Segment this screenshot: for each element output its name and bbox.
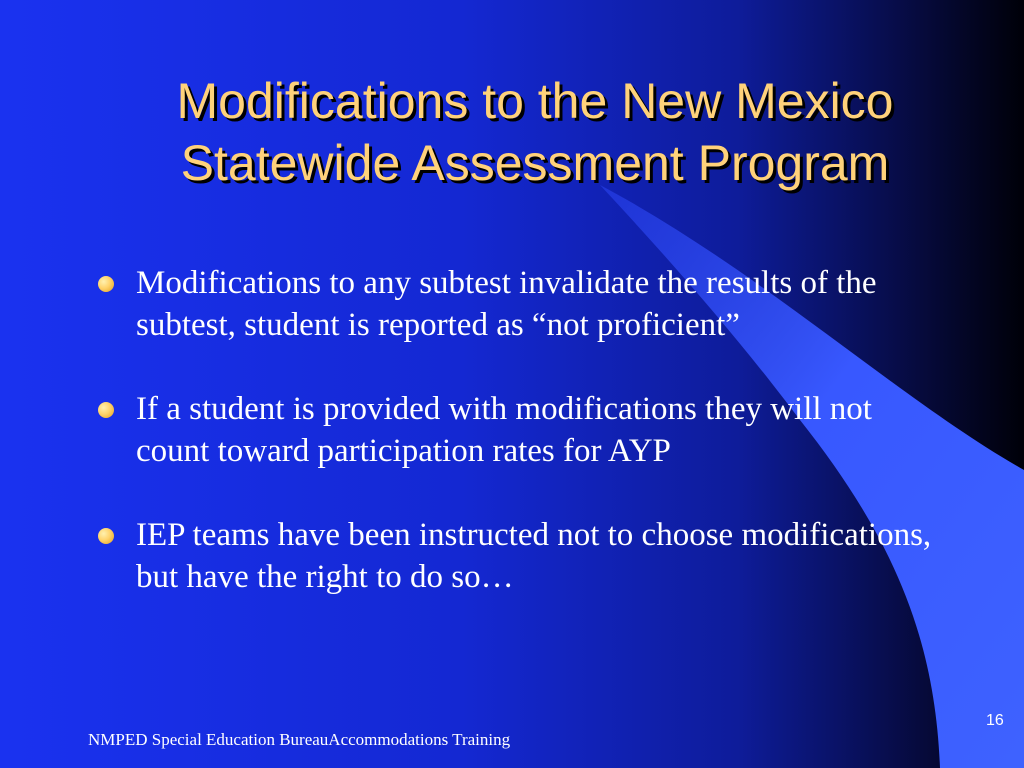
bullet-list <box>98 262 938 640</box>
bullet-dot-icon <box>98 528 114 544</box>
bullet-dot-icon <box>98 276 114 292</box>
bullet-text: Modifications to any subtest invalidate the results of the subtest, student is reported as “not proficient” <box>136 265 877 343</box>
page-number: 16 <box>986 712 1004 729</box>
title-line-1: Modifications to the New Mexico <box>176 73 894 129</box>
bullet-text: IEP teams have been instructed not to choose modifications, but have the right to do so… <box>136 517 932 595</box>
bullet-item <box>98 262 938 346</box>
bullet-item <box>98 388 938 472</box>
slide-footer: NMPED Special Education BureauAccommodations Training <box>88 730 511 749</box>
title-line-2: Statewide Assessment Program <box>180 135 890 191</box>
bullet-text: If a student is provided with modifications they will not count toward participation rates for AYP <box>136 391 872 469</box>
bullet-item <box>98 514 938 598</box>
bullet-dot-icon <box>98 402 114 418</box>
slide-title <box>70 70 1000 194</box>
